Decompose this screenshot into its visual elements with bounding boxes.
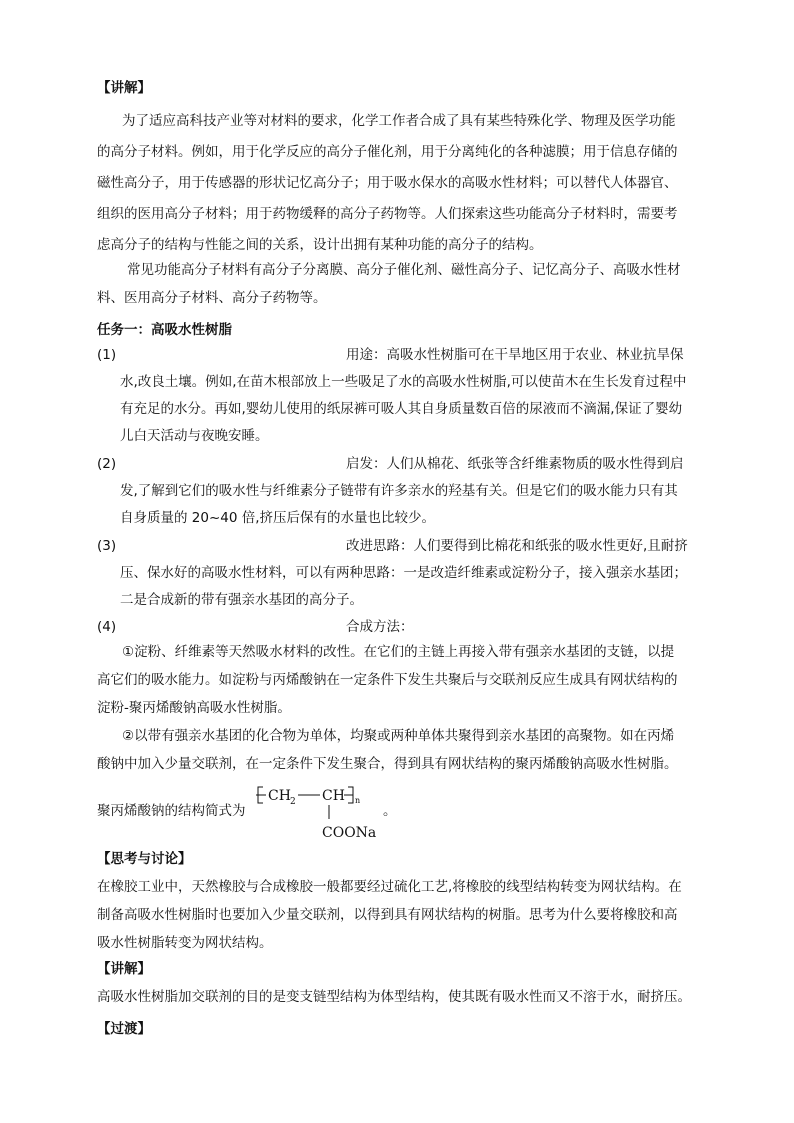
- method-line: 高它们的吸水能力。如淀粉与丙烯酸钠在一定条件下发生共聚后与交联剂反应生成具有网状结构的: [97, 672, 678, 688]
- formula-n: n: [355, 796, 361, 805]
- discussion-line: 制备高吸水性树脂时也要加入少量交联剂，以得到具有网状结构的树脂。思考为什么要将橡胶和高: [97, 907, 678, 923]
- discussion-line: 在橡胶工业中，天然橡胶与合成橡胶一般都要经过硫化工艺,将橡胶的线型结构转变为网状结构。在: [97, 879, 682, 895]
- formula-label: 聚丙烯酸钠的结构简式为: [97, 803, 246, 819]
- formula-coona: COONa: [322, 825, 377, 841]
- section-heading-explain: 【讲解】: [97, 961, 151, 977]
- formula-period: 。: [383, 803, 397, 819]
- item-lead: 启发：人们从棉花、纸张等含纤维素物质的吸水性得到启: [346, 456, 684, 472]
- method-line: 酸钠中加入少量交联剂，在一定条件下发生聚合，得到具有网状结构的聚丙烯酸钠高吸水性树脂。: [97, 756, 678, 772]
- item-text-line: 儿白天活动与夜晚安睡。: [120, 428, 269, 444]
- item-number: (2): [97, 456, 117, 472]
- section-heading-transition: 【过渡】: [97, 1021, 151, 1037]
- formula-ch2-subscript: 2: [290, 797, 296, 807]
- common-materials-line: 常见功能高分子材料有高分子分离膜、高分子催化剂、磁性高分子、记忆高分子、高吸水性材: [127, 262, 681, 278]
- item-number: (1): [97, 347, 117, 363]
- intro-line: 磁性高分子，用于传感器的形状记忆高分子；用于吸水保水的高吸水性材料；可以替代人体器官、: [97, 175, 678, 191]
- intro-line: 虑高分子的结构与性能之间的关系，设计出拥有某种功能的高分子的结构。: [97, 237, 543, 253]
- common-materials-line: 料、医用高分子材料、高分子药物等。: [97, 290, 327, 306]
- discussion-line: 吸水性树脂转变为网状结构。: [97, 935, 273, 951]
- item-lead: 合成方法：: [346, 619, 414, 635]
- polymer-structure-formula: [252, 783, 402, 841]
- intro-line: 组织的医用高分子材料；用于药物缓释的高分子药物等。人们探索这些功能高分子材料时，需要考: [97, 206, 678, 222]
- task-heading: 任务一：高吸水性树脂: [97, 322, 232, 338]
- item-lead: 用途：高吸水性树脂可在干旱地区用于农业、林业抗旱保: [346, 347, 684, 363]
- item-number: (4): [97, 619, 117, 635]
- intro-line: 为了适应高科技产业等对材料的要求，化学工作者合成了具有某些特殊化学、物理及医学功能: [122, 113, 676, 129]
- formula-ch: CH: [322, 788, 345, 804]
- item-lead: 改进思路：人们要得到比棉花和纸张的吸水性更好,且耐挤: [346, 538, 688, 554]
- item-text-line: 有充足的水分。再如,婴幼儿使用的纸尿裤可吸人其自身质量数百倍的尿液而不滴漏,保证了婴幼: [120, 401, 683, 417]
- method-line: 淀粉-聚丙烯酸钠高吸水性树脂。: [97, 700, 291, 716]
- item-text-line: 发,了解到它们的吸水性与纤维素分子链带有许多亲水的羟基有关。但是它们的吸水能力只有其: [120, 483, 678, 499]
- explain-line: 高吸水性树脂加交联剂的目的是变支链型结构为体型结构，使其既有吸水性而又不溶于水，耐挤压。: [97, 989, 691, 1005]
- method-line: ①淀粉、纤维素等天然吸水材料的改性。在它们的主链上再接入带有强亲水基团的支链，以提: [122, 644, 675, 660]
- section-heading-discussion: 【思考与讨论】: [97, 851, 192, 867]
- item-text-line: 二是合成新的带有强亲水基团的高分子。: [120, 592, 363, 608]
- method-line: ②以带有强亲水基团的化合物为单体，均聚或两种单体共聚得到亲水基团的高聚物。如在丙烯: [122, 728, 675, 744]
- item-number: (3): [97, 538, 117, 554]
- formula-ch2: CH: [268, 788, 291, 804]
- item-text-line: 自身质量的 20~40 倍,挤压后保有的水量也比较少。: [120, 510, 436, 526]
- intro-line: 的高分子材料。例如，用于化学反应的高分子催化剂，用于分离纯化的各种滤膜；用于信息存储的: [97, 144, 678, 160]
- item-text-line: 压、保水好的高吸水性材料，可以有两种思路：一是改造纤维素或淀粉分子，接入强亲水基团；: [120, 565, 687, 581]
- item-text-line: 水,改良土壤。例如,在苗木根部放上一些吸足了水的高吸水性树脂,可以使苗木在生长发育过程中: [120, 374, 687, 390]
- section-heading-explain: 【讲解】: [97, 80, 151, 96]
